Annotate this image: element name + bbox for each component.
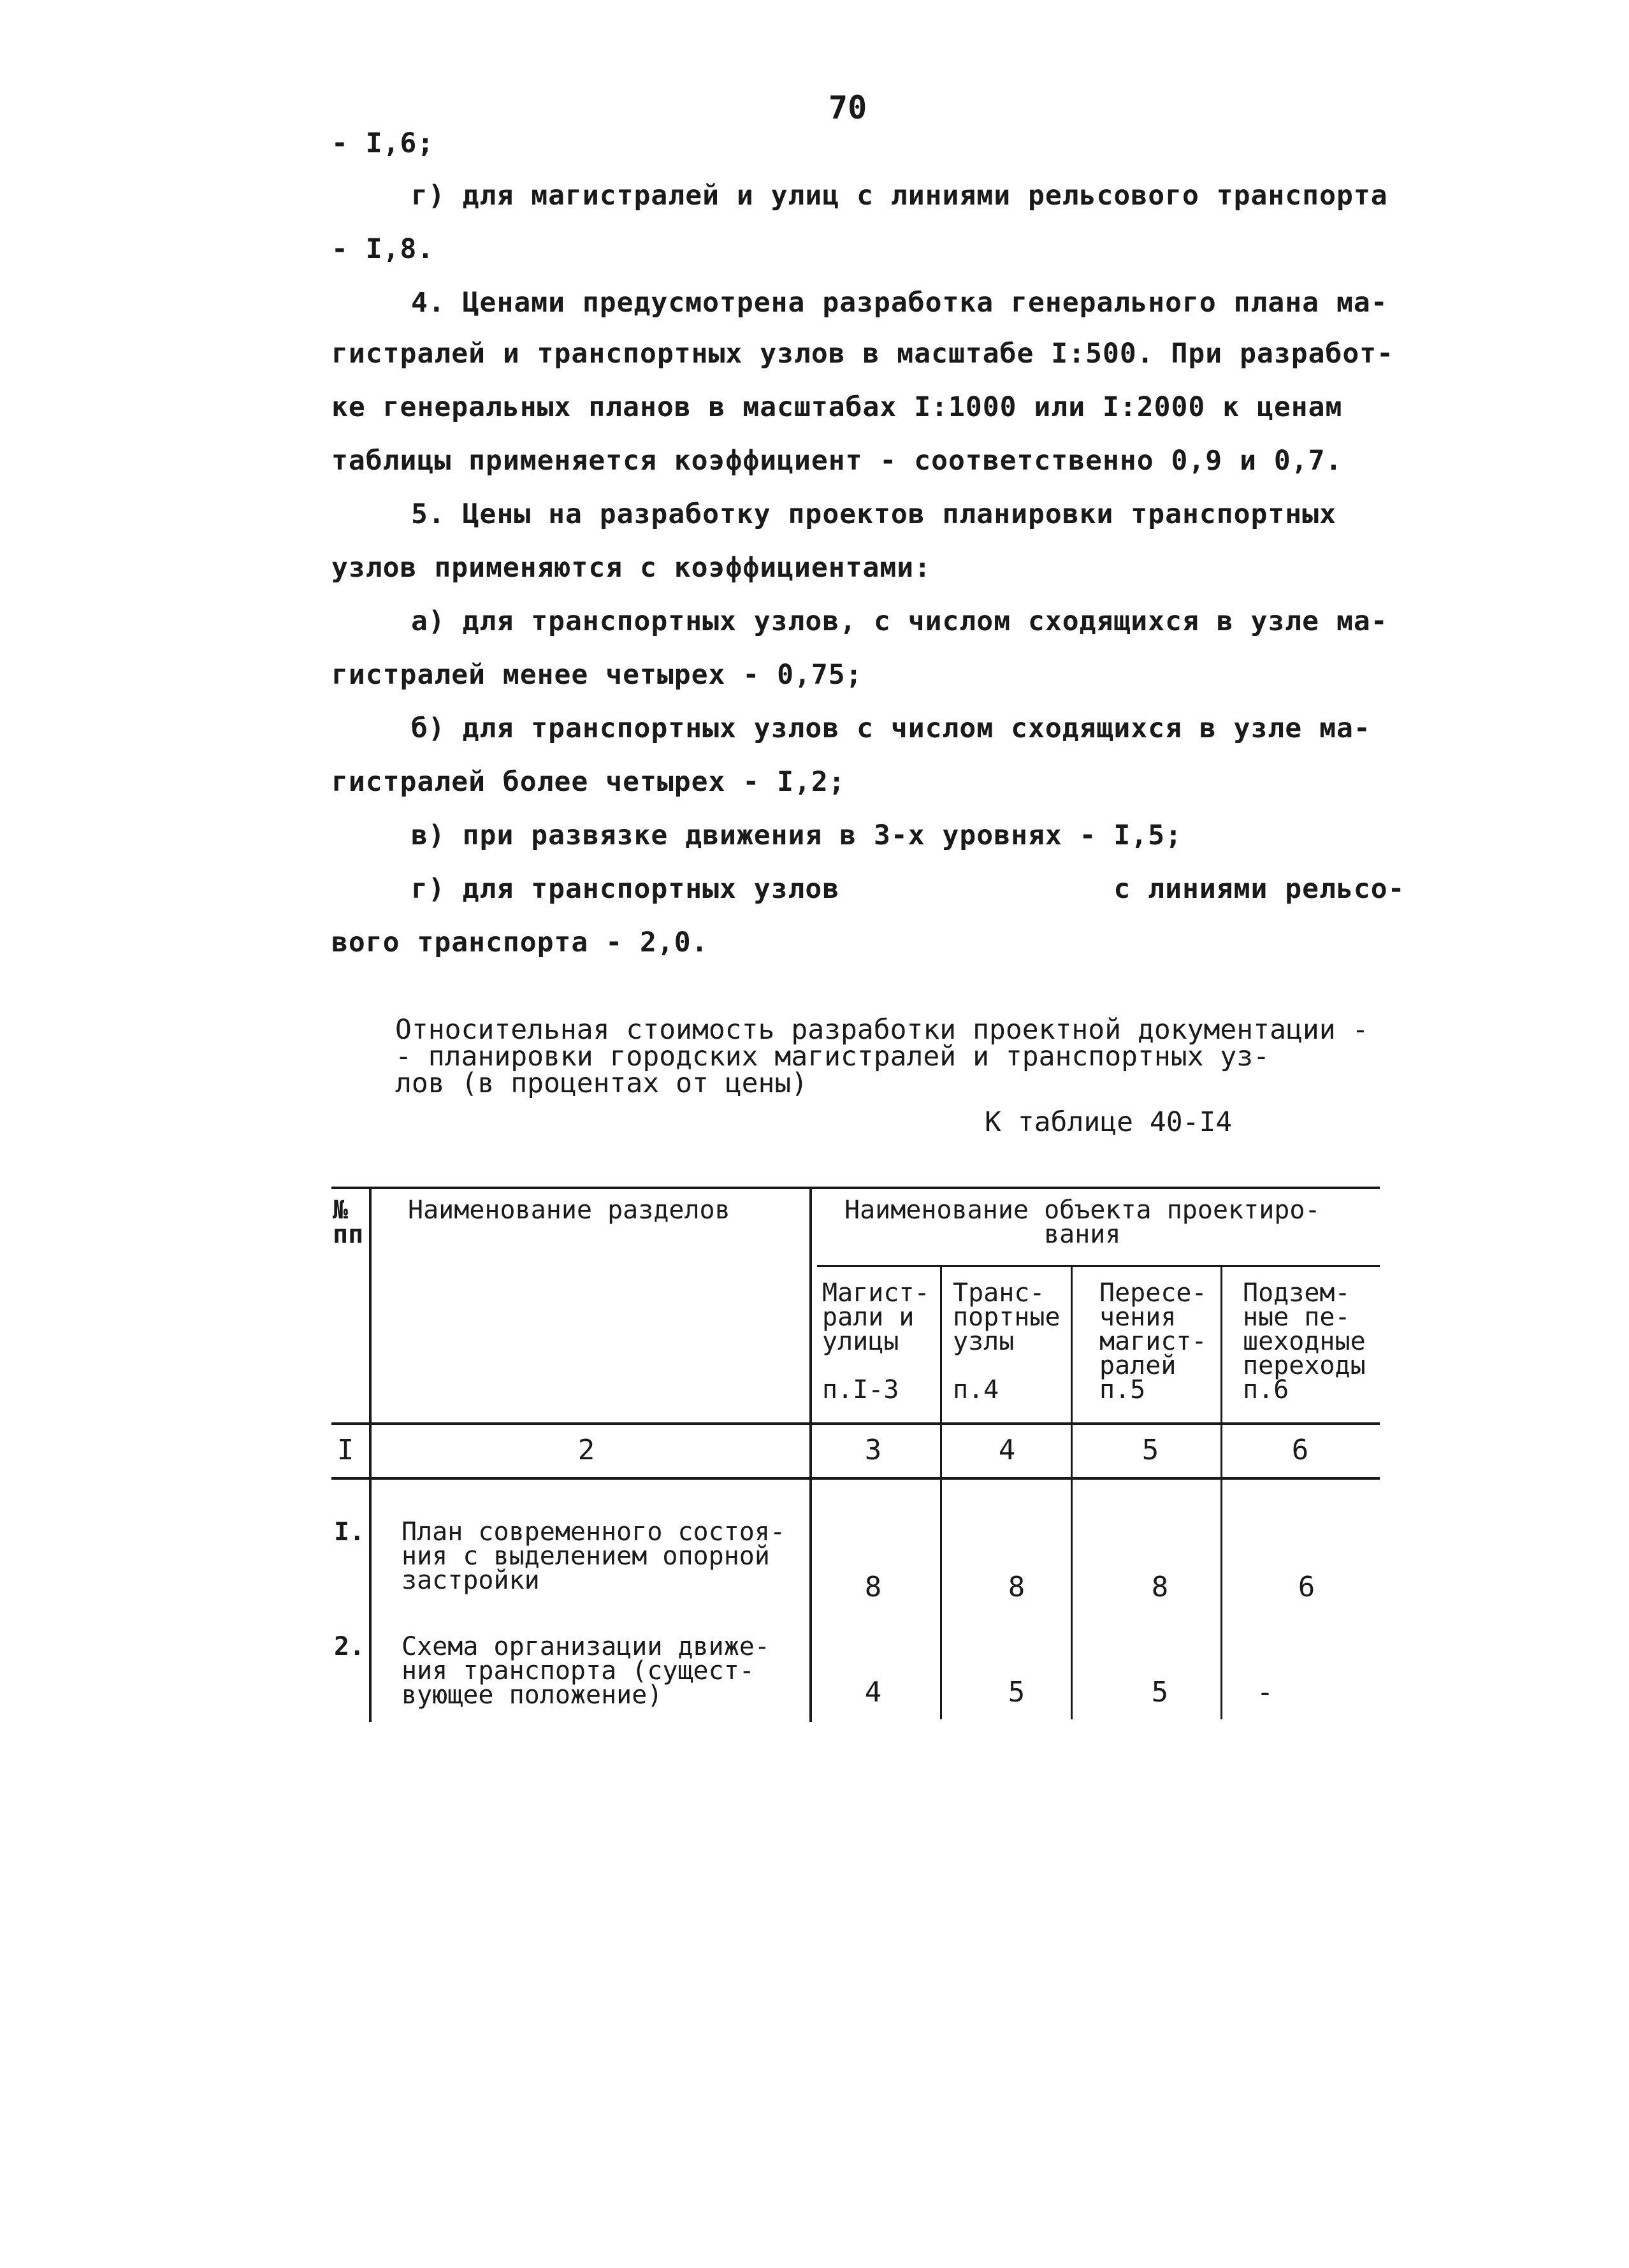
row-value: -	[1256, 1676, 1274, 1708]
table-top-rule	[331, 1187, 1380, 1189]
row-value: 5	[1008, 1676, 1025, 1708]
table-col-divider	[809, 1187, 812, 1722]
row-number: I.	[334, 1517, 365, 1547]
table-subheader-rule	[817, 1265, 1380, 1267]
row-value: 8	[1008, 1571, 1025, 1603]
index-cell: 5	[1141, 1434, 1159, 1466]
table-header-bottom-rule	[331, 1422, 1380, 1425]
row-name: План современного состоя- ния с выделением опорной застройки	[402, 1517, 786, 1595]
table-caption: Относительная стоимость разработки проектной документации - - планировки городских магистралей и транспортных уз- лов (в процентах от цены)	[395, 1014, 1369, 1099]
header-col-group: Наименование объекта проектиро- вания	[844, 1195, 1321, 1249]
header-col-no: № пп	[333, 1195, 364, 1249]
table-reference: К таблице 40-I4	[985, 1106, 1233, 1138]
body-line: а) для транспортных узлов, с числом сходящихся в узле ма-	[411, 605, 1388, 637]
index-cell: 6	[1291, 1434, 1309, 1466]
body-line: ке генеральных планов в масштабах I:1000 или I:2000 к ценам	[331, 391, 1343, 423]
table-col-divider	[1220, 1267, 1222, 1719]
row-name: Схема организации движе- ния транспорта (сущест- вующее положение)	[402, 1632, 770, 1710]
header-col-name: Наименование разделов	[408, 1195, 730, 1225]
index-cell: 2	[577, 1434, 595, 1466]
body-line: таблицы применяется коэффициент - соответственно 0,9 и 0,7.	[331, 445, 1343, 477]
header-subcol: Магист- рали и улицы п.I-3	[822, 1278, 930, 1405]
body-line: - I,6;	[331, 127, 435, 159]
table-col-divider	[940, 1267, 942, 1719]
body-line: г) для транспортных узлов с линиями рельсо-	[411, 873, 1405, 905]
index-cell: 4	[998, 1434, 1016, 1466]
table-index-rule	[331, 1477, 1380, 1480]
row-value: 4	[864, 1676, 882, 1708]
row-value: 8	[864, 1571, 882, 1603]
row-value: 6	[1298, 1571, 1315, 1603]
body-line: в) при развязке движения в 3-х уровнях - I,5;	[411, 820, 1182, 851]
body-line: гистралей более четырех - I,2;	[331, 766, 846, 798]
body-line: гистралей менее четырех - 0,75;	[331, 659, 863, 691]
row-value: 5	[1151, 1676, 1169, 1708]
index-cell: 3	[864, 1434, 882, 1466]
body-line: б) для транспортных узлов с числом сходящихся в узле ма-	[411, 712, 1371, 744]
body-line: узлов применяются с коэффициентами:	[331, 552, 932, 584]
body-line: вого транспорта - 2,0.	[331, 927, 709, 958]
row-value: 8	[1151, 1571, 1169, 1603]
page-number: 70	[829, 89, 867, 126]
table-col-divider	[369, 1187, 372, 1722]
table-col-divider	[1071, 1267, 1073, 1719]
header-subcol: Транс- портные узлы п.4	[953, 1278, 1061, 1405]
body-line: - I,8.	[331, 233, 435, 265]
row-number: 2.	[334, 1632, 365, 1661]
body-line: 5. Цены на разработку проектов планировки транспортных	[411, 498, 1336, 530]
header-subcol: Пересе- чения магист- ралей п.5	[1099, 1278, 1207, 1405]
body-line: г) для магистралей и улиц с линиями рельсового транспорта	[411, 180, 1388, 212]
body-line: 4. Ценами предусмотрена разработка генерального плана ма-	[411, 287, 1388, 319]
index-cell: I	[337, 1434, 354, 1466]
body-line: гистралей и транспортных узлов в масштабе I:500. При разработ-	[331, 338, 1394, 370]
header-subcol: Подзем- ные пе- шеходные переходы п.6	[1243, 1278, 1366, 1405]
